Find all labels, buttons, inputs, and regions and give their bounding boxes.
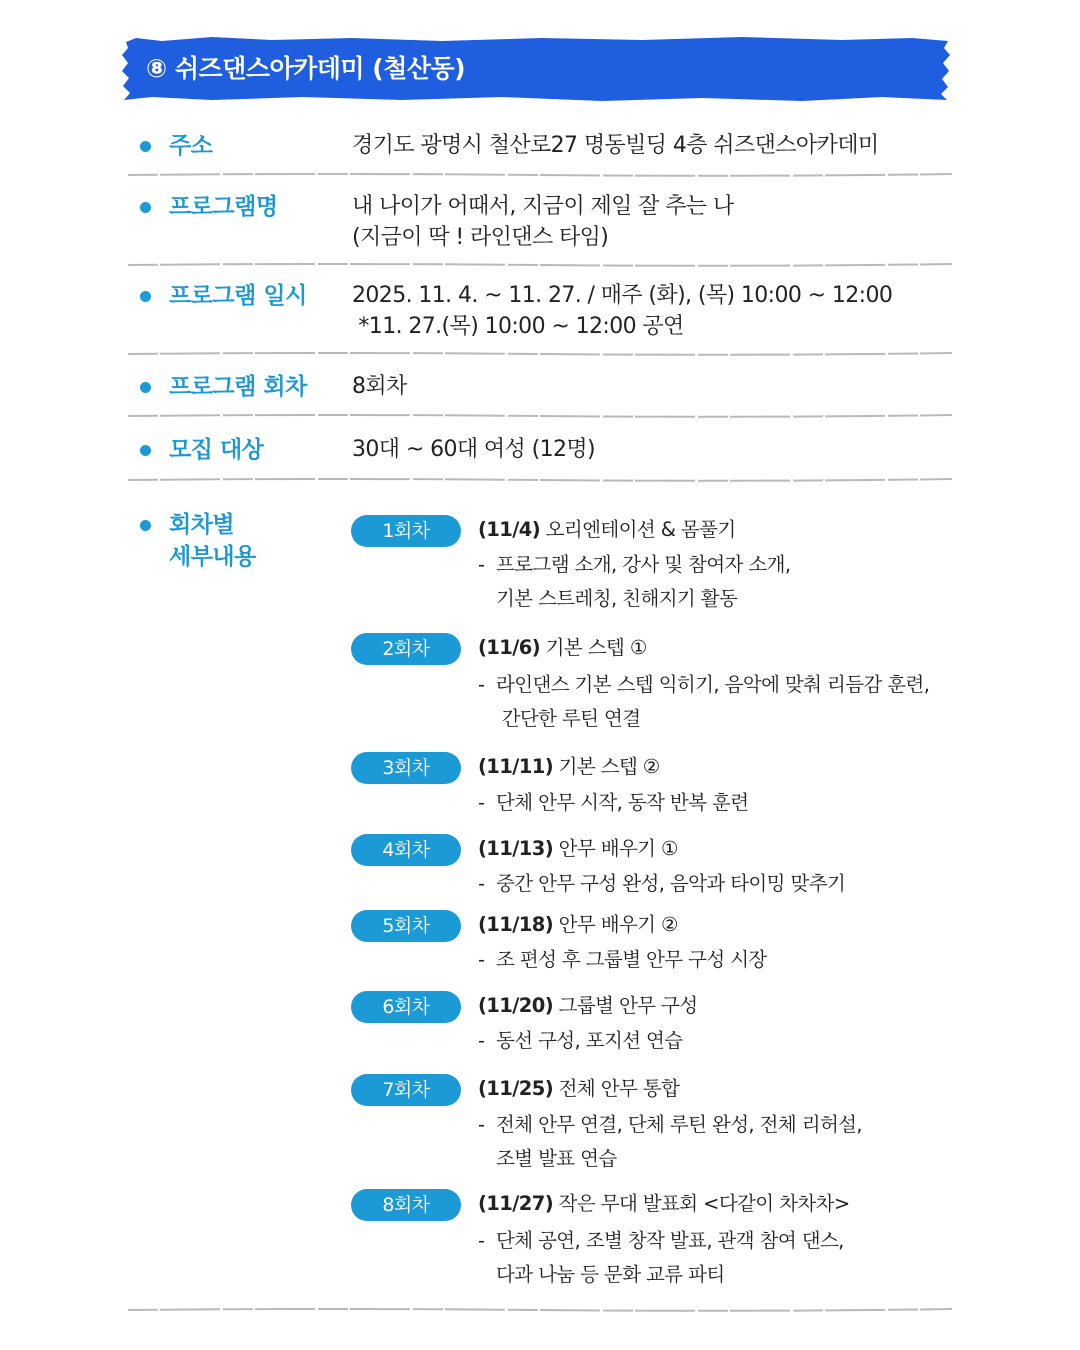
- info-label-recruitment-target: 모집 대상: [169, 437, 264, 463]
- session-description: [478, 1224, 844, 1292]
- session-title: [478, 633, 647, 663]
- session-topic: 기본 스텝 ①: [545, 636, 647, 659]
- session-desc-line: 프로그램 소개, 강사 및 참여자 소개,: [496, 553, 791, 576]
- session-date: (11/4): [478, 518, 541, 541]
- divider: [128, 351, 952, 357]
- info-label-program-sessions: 프로그램 회차: [169, 374, 307, 400]
- info-value-program-name-line1: 내 나이가 어때서, 지금이 제일 잘 추는 나: [352, 194, 734, 219]
- session-description: [478, 548, 791, 616]
- session-title: [478, 834, 678, 864]
- session-dash: -: [478, 1113, 485, 1136]
- session-description: [478, 668, 929, 736]
- session-title: [478, 910, 678, 940]
- session-desc-line: 단체 공연, 조별 창작 발표, 관객 참여 댄스,: [496, 1229, 844, 1252]
- session-badge: 6회차: [351, 991, 461, 1023]
- bullet-icon: [140, 291, 151, 302]
- info-value-address: 경기도 광명시 철산로27 명동빌딩 4층 쉬즈댄스아카데미: [352, 133, 879, 158]
- session-date: (11/6): [478, 636, 541, 659]
- session-topic: 안무 배우기 ②: [558, 913, 678, 936]
- detail-label-line2: 세부내용: [169, 544, 256, 570]
- session-dash: -: [478, 673, 485, 696]
- info-value-program-schedule-line2: *11. 27.(목) 10:00 ~ 12:00 공연: [352, 314, 684, 339]
- section-banner: [122, 36, 952, 102]
- session-badge: 1회차: [351, 515, 461, 547]
- info-value-program-sessions: 8회차: [352, 374, 407, 399]
- bullet-icon: [140, 202, 151, 213]
- session-topic: 작은 무대 발표회 <다같이 차차차>: [558, 1192, 850, 1215]
- session-date: (11/27): [478, 1192, 554, 1215]
- session-date: (11/20): [478, 994, 554, 1017]
- divider: [128, 262, 952, 268]
- session-desc-line: 중간 안무 구성 완성, 음악과 타이밍 맞추기: [496, 872, 846, 895]
- banner-title: ⑧ 쉬즈댄스아카데미 (철산동): [146, 54, 466, 83]
- session-desc-line: 전체 안무 연결, 단체 루틴 완성, 전체 리허설,: [496, 1113, 863, 1136]
- session-topic: 기본 스텝 ②: [558, 755, 660, 778]
- session-dash: -: [478, 872, 485, 895]
- session-desc-line: 라인댄스 기본 스텝 익히기, 음악에 맞춰 리듬감 훈련,: [496, 673, 930, 696]
- bullet-icon: [140, 141, 151, 152]
- session-badge: 4회차: [351, 834, 461, 866]
- session-title: [478, 1189, 850, 1219]
- info-value-recruitment-target: 30대 ~ 60대 여성 (12명): [352, 437, 596, 462]
- session-description: [478, 1024, 683, 1058]
- session-desc-line: 단체 안무 시작, 동작 반복 훈련: [496, 791, 749, 814]
- info-label-program-schedule: 프로그램 일시: [169, 283, 307, 309]
- bullet-icon: [140, 445, 151, 456]
- session-topic: 전체 안무 통합: [558, 1077, 680, 1100]
- session-description: [478, 1108, 862, 1176]
- session-desc-line: 동선 구성, 포지션 연습: [496, 1029, 683, 1052]
- session-desc-line: 다과 나눔 등 문화 교류 파티: [496, 1263, 725, 1286]
- bullet-icon: [140, 520, 151, 531]
- session-dash: -: [478, 1029, 485, 1052]
- divider: [128, 413, 952, 419]
- session-title: [478, 1074, 679, 1104]
- session-date: (11/13): [478, 837, 554, 860]
- bullet-icon: [140, 382, 151, 393]
- session-description: [478, 786, 748, 820]
- session-badge: 3회차: [351, 752, 461, 784]
- info-label-program-name: 프로그램명: [169, 194, 278, 220]
- session-date: (11/18): [478, 913, 554, 936]
- session-desc-line: 조별 발표 연습: [496, 1147, 617, 1170]
- session-badge: 2회차: [351, 633, 461, 665]
- session-dash: -: [478, 1229, 485, 1252]
- session-desc-line: 간단한 루틴 연결: [496, 707, 641, 730]
- session-badge: 7회차: [351, 1074, 461, 1106]
- session-title: [478, 752, 660, 782]
- session-description: [478, 867, 845, 901]
- session-badge: 8회차: [351, 1189, 461, 1221]
- session-topic: 안무 배우기 ①: [558, 837, 678, 860]
- session-title: [478, 515, 736, 545]
- info-label-address: 주소: [169, 133, 213, 159]
- session-dash: -: [478, 791, 485, 814]
- detail-label-line1: 회차별: [169, 512, 235, 538]
- info-value-program-schedule-line1: 2025. 11. 4. ~ 11. 27. / 매주 (화), (목) 10:00 ~ 12:00: [352, 283, 893, 308]
- session-badge: 5회차: [351, 910, 461, 942]
- session-title: [478, 991, 698, 1021]
- session-dash: -: [478, 553, 485, 576]
- divider: [128, 172, 952, 178]
- divider-bottom: [128, 1307, 952, 1313]
- session-date: (11/11): [478, 755, 554, 778]
- session-date: (11/25): [478, 1077, 554, 1100]
- session-topic: 그룹별 안무 구성: [558, 994, 698, 1017]
- divider: [128, 477, 952, 483]
- session-description: [478, 943, 767, 977]
- session-topic: 오리엔테이션 & 몸풀기: [545, 518, 736, 541]
- session-desc-line: 기본 스트레칭, 친해지기 활동: [496, 587, 738, 610]
- session-dash: -: [478, 948, 485, 971]
- session-desc-line: 조 편성 후 그룹별 안무 구성 시장: [496, 948, 767, 971]
- info-value-program-name-line2: (지금이 딱 ! 라인댄스 타임): [352, 225, 609, 250]
